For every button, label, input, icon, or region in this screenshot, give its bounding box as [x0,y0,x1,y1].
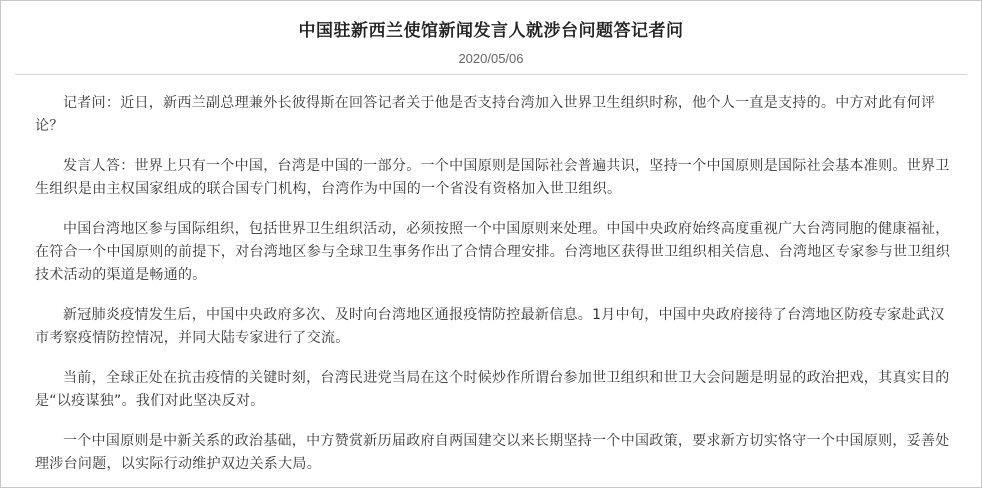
paragraph-question: 记者问：近日，新西兰副总理兼外长彼得斯在回答记者关于他是否支持台湾加入世界卫生组织时称，他个人一直是支持的。中方对此有何评论？ [35,95,936,134]
article-date: 2020/05/06 [458,51,524,66]
article-header [1,19,981,68]
article-title: 中国驻新西兰使馆新闻发言人就涉台问题答记者问 [298,21,684,41]
paragraph-answer: 发言人答：世界上只有一个中国，台湾是中国的一部分。一个中国原则是国际社会普遍共识，坚持一个中国原则是国际社会基本准则。世界卫生组织是由主权国家组成的联合国专门机构，台湾作为中国的一个省没有资格加入世卫组织。 [35,158,950,197]
header-divider [15,74,967,75]
paragraph-epidemic-information: 新冠肺炎疫情发生后，中国中央政府多次、及时向台湾地区通报疫情防控最新信息。1月中旬，中国中央政府接待了台湾地区防疫专家赴武汉市考察疫情防控情况，并同大陆专家进行了交流。 [35,307,945,346]
paragraph-international-participation: 中国台湾地区参与国际组织，包括世界卫生组织活动，必须按照一个中国原则来处理。中国中央政府始终高度重视广大台湾同胞的健康福祉，在符合一个中国原则的前提下，对台湾地区参与全球卫生事务作出了合情合理安排。台湾地区获得世卫组织相关信息、台湾地区专家参与世卫组织技术活动的渠道是畅通的。 [35,221,951,283]
paragraph-one-china-principle: 一个中国原则是中新关系的政治基础，中方赞赏新历届政府自两国建交以来长期坚持一个中国政策，要求新方切实恪守一个中国原则，妥善处理涉台问题，以实际行动维护双边关系大局。 [35,433,950,472]
article-body [35,92,955,493]
paragraph-current-situation: 当前，全球正处在抗击疫情的关键时刻，台湾民进党当局在这个时候炒作所谓台参加世卫组织和世卫大会问题是明显的政治把戏，其真实目的是“以疫谋独”。我们对此坚决反对。 [35,370,950,409]
